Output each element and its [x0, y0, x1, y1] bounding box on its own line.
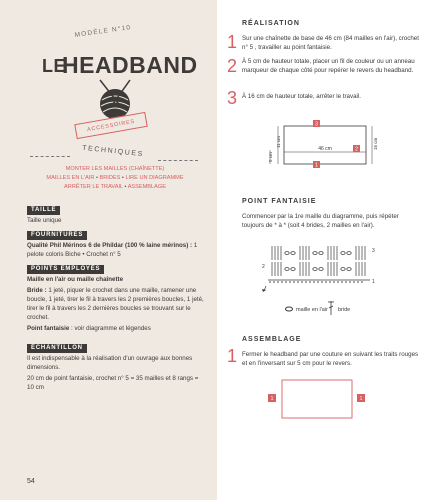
section-label-points: POINTS EMPLOYÉS: [27, 265, 104, 274]
fantaisie-title: POINT FANTAISIE: [242, 198, 317, 205]
realisation-step-1: Sur une chaînette de base de 46 cm (84 mailles en l'air), crochet n° 5 , travailler au point fantaisie.: [242, 35, 419, 51]
technique-item: BRIDES: [99, 175, 121, 181]
legend-bride: bride: [338, 307, 351, 313]
row-label-1: 1: [372, 279, 375, 285]
assemblage-title: ASSEMBLAGE: [242, 336, 302, 343]
marker-1-right: 1: [359, 396, 363, 403]
techniques-list: MONTER LES MAILLES (CHAÎNETTE) MAILLES EN L'AIR • BRIDES • LIRE UN DIAGRAMME ARRÊTER LE TRAVAIL • ASSEMBLAGE: [46, 166, 184, 190]
step-number: 1: [227, 346, 238, 366]
technique-item: LIRE UN DIAGRAMME: [125, 175, 184, 181]
fournitures-text: Qualité Phil Mérinos 6 de Phildar (100 % laine mérinos) : 1 pelote coloris Biche • Crochet n° 5: [27, 242, 198, 258]
step-number: 1: [227, 32, 238, 52]
page-title: HEADBAND: [62, 52, 198, 78]
height-label-11: 11 cm: [276, 136, 281, 148]
technique-item: MONTER LES MAILLES (CHAÎNETTE): [65, 166, 165, 172]
echantillon-p2: 20 cm de point fantaisie, crochet n° 5 = 35 mailles et 8 rangs = 10 cm: [27, 375, 199, 391]
taille-text: Taille unique: [27, 217, 62, 224]
realisation-title: RÉALISATION: [242, 20, 300, 27]
step-number: 2: [227, 56, 238, 76]
model-number: MODÈLE N°10: [74, 24, 132, 39]
marker-1-left: 1: [270, 396, 274, 403]
legend-chain: maille en l'air: [296, 307, 328, 313]
technique-item: MAILLES EN L'AIR: [46, 175, 95, 181]
width-label: 46 cm: [318, 146, 332, 152]
section-label-echantillon: ÉCHANTILLON: [27, 344, 87, 353]
step-number: 3: [227, 88, 238, 108]
section-label-fournitures: FOURNITURES: [27, 231, 87, 240]
divider: [158, 160, 198, 161]
marker-3: 3: [315, 121, 318, 128]
assembly-schematic: [266, 378, 376, 422]
marker-1: 1: [315, 162, 318, 169]
height-label-5: 5 cm: [268, 152, 273, 162]
divider: [30, 156, 70, 157]
technique-item: ARRÊTER LE TRAVAIL: [64, 184, 123, 190]
section-label-taille: TAILLE: [27, 206, 60, 215]
echantillon-p1: Il est indispensable à la réalisation d'un ouvrage aux bonnes dimensions.: [27, 355, 193, 371]
points-line1: Maille en l'air ou maille chaînette: [27, 276, 124, 283]
height-label-16: 16 cm: [373, 137, 378, 150]
fantaisie-text: Point fantaisie : voir diagramme et légendes: [27, 325, 151, 332]
realisation-step-2: À 5 cm de hauteur totale, placer un fil de couleur ou un anneau marqueur de chaque côté pour repérer le revers du headband.: [242, 58, 415, 74]
chain-stitch-icon: [284, 306, 294, 312]
bride-text: Bride : 1 jeté, piquer le crochet dans une maille, ramener une boucle, 1 jeté, tirer le fil à travers les 2 premières boucles, 1 jeté, tirer le fil à travers les 2 dernières boucles se trouvant sur le crochet.: [27, 287, 204, 321]
techniques-title: TECHNIQUES: [81, 144, 145, 159]
page-number: 54: [27, 478, 35, 485]
assemblage-text: Fermer le headband par une couture en suivant les traits rouges et en l'inversant sur 5 cm pour le revers.: [242, 351, 419, 367]
headband-schematic: [266, 118, 426, 184]
fantaisie-text: Commencer par la 1re maille du diagramme, puis répéter toujours de * à * (soit 4 brides, 2 mailles en l'air).: [242, 213, 399, 229]
title-article: LE: [42, 56, 67, 76]
category-ribbon: ACCESSOIRES: [74, 112, 148, 139]
technique-item: ASSEMBLAGE: [127, 184, 166, 190]
row-label-3: 3: [372, 248, 375, 254]
row-label-2: 2: [262, 264, 265, 270]
marker-2: 2: [355, 146, 358, 153]
stitch-diagram: [262, 238, 392, 298]
double-crochet-icon: [326, 300, 336, 316]
realisation-step-3: À 16 cm de hauteur totale, arrêter le travail.: [242, 93, 361, 100]
